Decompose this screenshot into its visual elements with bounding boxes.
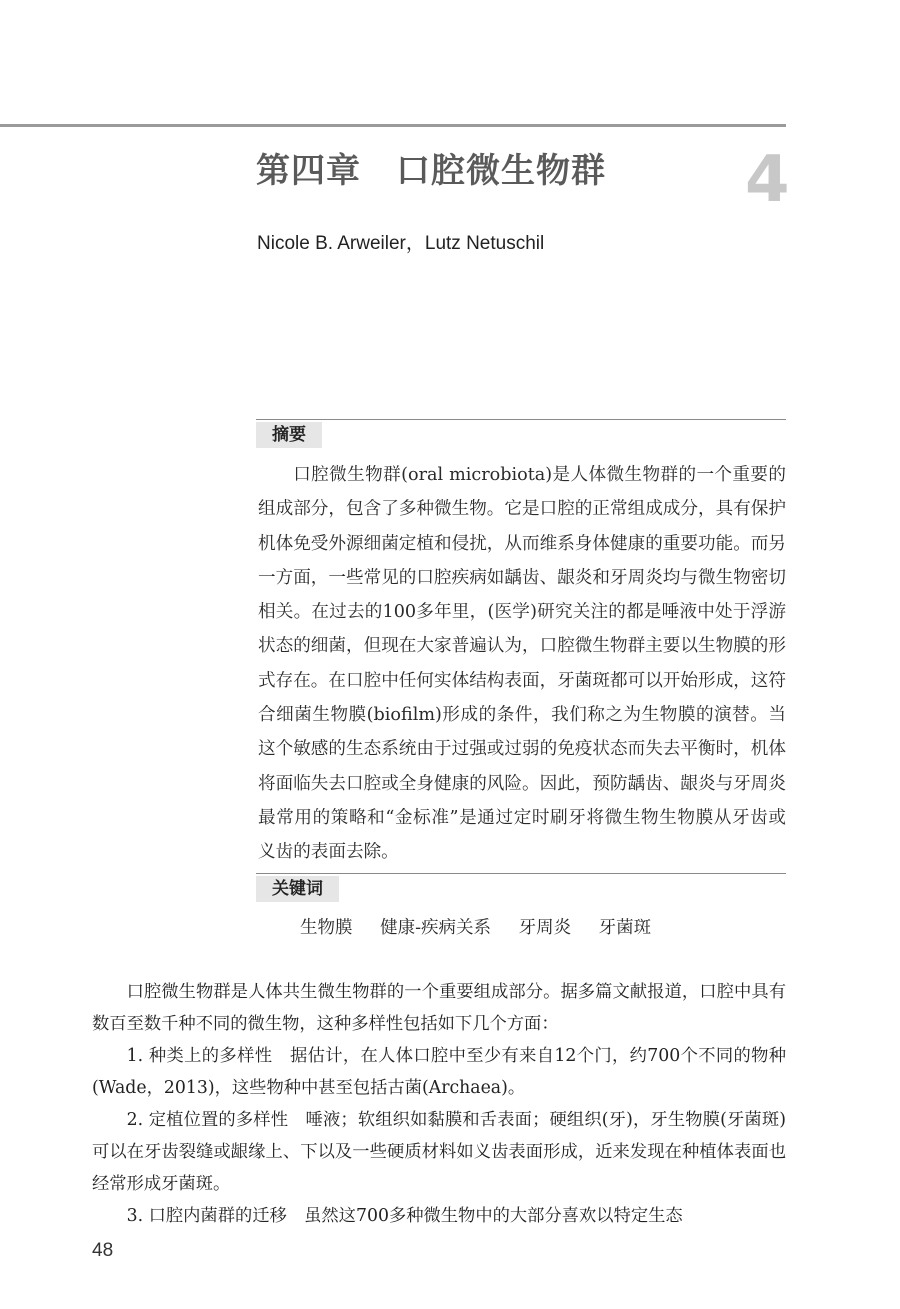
- abstract-rule: [256, 419, 786, 420]
- authors: Nicole B. Arweiler，Lutz Netuschil: [257, 233, 545, 254]
- keyword: 健康-疾病关系: [380, 918, 491, 938]
- abstract-text: 口腔微生物群(oral microbiota)是人体微生物群的一个重要的组成部分，包含了多种微生物。它是口腔的正常组成成分，具有保护机体免受外源细菌定植和侵扰，从而维系身体健康的重要功能。而另一方面，一些常见的口腔疾病如龋齿、龈炎和牙周炎均与微生物密切相关。在过去的100多年里，(医学)研究关注的都是唾液中处于浮游状态的细菌，但现在大家普遍认为，口腔微生物群主要以生物膜的形式存在。在口腔中任何实体结构表面，牙菌斑都可以开始形成，这符合细菌生物膜(biofilm)形成的条件，我们称之为生物膜的演替。当这个敏感的生态系统由于过强或过弱的免疫状态而失去平衡时，机体将面临失去口腔或全身健康的风险。因此，预防龋齿、龈炎与牙周炎最常用的策略和“金标准”是通过定时刷牙将微生物生物膜从牙齿或义齿的表面去除。: [258, 465, 786, 863]
- body-text: [92, 976, 786, 1232]
- page-number: 48: [92, 1240, 114, 1261]
- chapter-title: 第四章 口腔微生物群: [256, 151, 606, 191]
- body-paragraph: 口腔微生物群是人体共生微生物群的一个重要组成部分。据多篇文献报道，口腔中具有数百至数千种不同的微生物，这种多样性包括如下几个方面：: [92, 982, 786, 1034]
- top-rule: [0, 124, 786, 127]
- keyword: 牙菌斑: [598, 918, 652, 938]
- keyword: 生物膜: [300, 918, 353, 938]
- keywords-list: [300, 914, 673, 939]
- keywords-rule: [256, 873, 786, 874]
- abstract-heading: 摘要: [256, 422, 322, 448]
- keywords-heading: 关键词: [256, 876, 339, 902]
- keyword: 牙周炎: [518, 918, 572, 938]
- body-paragraph: 1. 种类上的多样性 据估计，在人体口腔中至少有来自12个门，约700个不同的物种(Wade，2013)，这些物种中甚至包括古菌(Archaea)。: [92, 1046, 786, 1098]
- body-paragraph: 2. 定植位置的多样性 唾液；软组织如黏膜和舌表面；硬组织(牙)，牙生物膜(牙菌斑)可以在牙齿裂缝或龈缘上、下以及一些硬质材料如义齿表面形成，近来发现在种植体表面也经常形成牙菌斑。: [92, 1110, 786, 1194]
- chapter-number: 4: [745, 143, 790, 217]
- body-paragraph: 3. 口腔内菌群的迁移 虽然这700多种微生物中的大部分喜欢以特定生态: [126, 1206, 683, 1226]
